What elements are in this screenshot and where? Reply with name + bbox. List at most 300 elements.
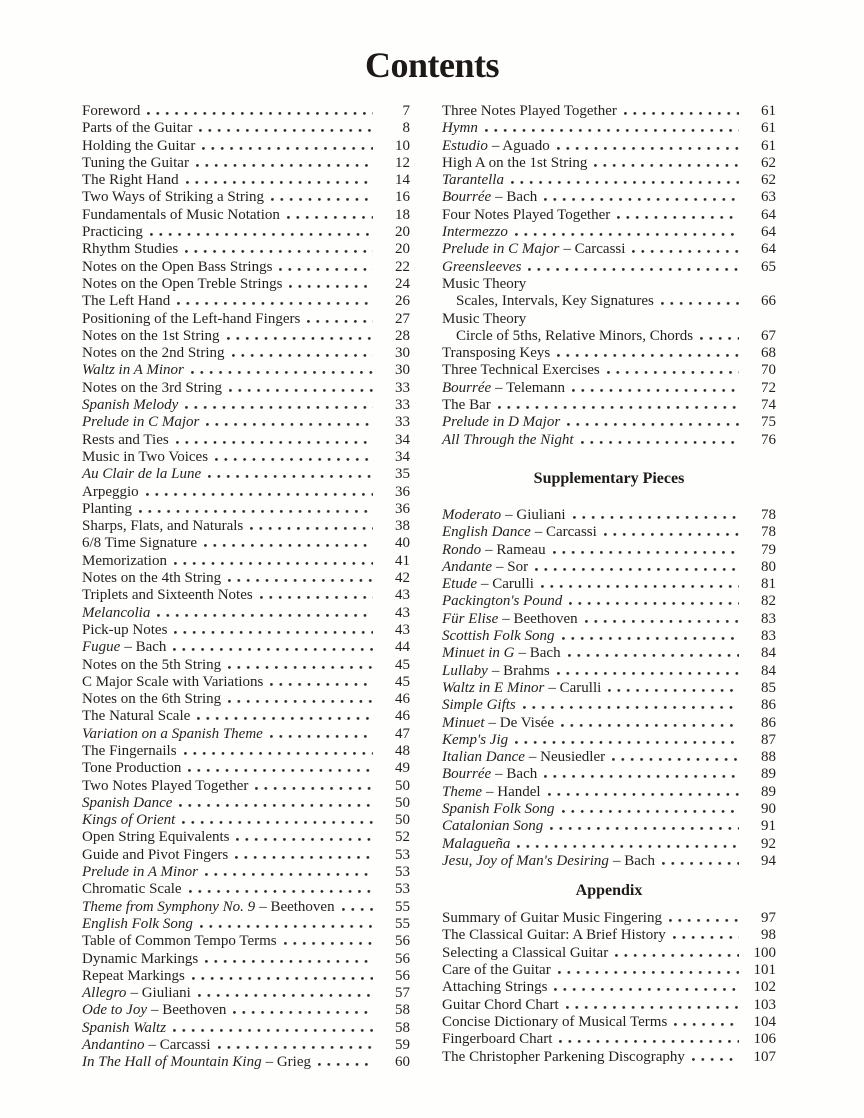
dot-leader [233, 1011, 373, 1014]
page-number: 30 [395, 345, 410, 362]
dot-leader [205, 873, 373, 876]
dot-leader [523, 706, 739, 709]
dot-leader [199, 129, 373, 132]
entry-title: Two Ways of Striking a String [82, 189, 265, 206]
dot-leader [206, 423, 373, 426]
toc-entry [82, 397, 410, 414]
toc-entry [442, 189, 776, 206]
dot-leader [279, 268, 373, 271]
page-number: 80 [761, 558, 776, 575]
dot-leader [558, 971, 739, 974]
entry-title: Simple Gifts [442, 697, 516, 714]
right-column [442, 103, 776, 1066]
toc-entry [442, 962, 776, 979]
page-number: 62 [761, 172, 776, 189]
toc-entry [442, 593, 776, 610]
page-number: 92 [761, 835, 776, 852]
toc-entry [442, 380, 776, 397]
toc-entry [442, 207, 776, 224]
entry-title: C Major Scale with Variations [82, 673, 264, 690]
page-number: 44 [395, 639, 410, 656]
entry-title: Estudio [442, 137, 488, 154]
dot-leader [617, 216, 739, 219]
toc-entry [82, 518, 410, 535]
toc-entry [442, 836, 776, 853]
entry-title: Concise Dictionary of Musical Terms [442, 1013, 668, 1030]
toc-entry [82, 466, 410, 483]
dot-leader [182, 821, 373, 824]
dot-leader [228, 666, 373, 669]
page-number: 78 [761, 524, 776, 541]
toc-entry [442, 801, 776, 818]
section-heading: Supplementary Pieces [533, 469, 685, 487]
page-number: 60 [395, 1054, 410, 1071]
dot-leader [200, 925, 373, 928]
left-column [82, 103, 410, 1072]
entry-composer: – De Visée [488, 714, 554, 731]
entry-title: Fugue [82, 639, 121, 656]
entry-title: The Left Hand [82, 293, 171, 310]
entry-composer: – Bach [495, 189, 538, 206]
dot-leader [307, 320, 373, 323]
entry-title: Foreword [82, 103, 141, 119]
entry-title: Practicing [82, 224, 143, 241]
page-number: 33 [395, 397, 410, 414]
page-number: 65 [761, 258, 776, 275]
toc-entry [82, 605, 410, 622]
page-number: 66 [761, 293, 776, 310]
toc-entry [442, 241, 776, 258]
dot-leader [568, 654, 739, 657]
dot-leader [594, 164, 739, 167]
dot-leader [608, 689, 739, 692]
page-number: 91 [761, 818, 776, 835]
toc-entry [82, 587, 410, 604]
page-number: 35 [395, 466, 410, 483]
toc-entry [442, 414, 776, 431]
toc-entry [82, 864, 410, 881]
page-number: 12 [395, 154, 410, 171]
page-number: 53 [395, 881, 410, 898]
entry-title: English Dance [442, 524, 531, 541]
dot-leader [511, 181, 739, 184]
page-number: 83 [761, 628, 776, 645]
entry-composer: – Bach [612, 852, 656, 869]
page-number: 49 [395, 760, 410, 777]
entry-title: The Right Hand [82, 172, 179, 189]
page-number: 38 [395, 518, 410, 535]
entry-title: Notes on the 6th String [82, 691, 222, 708]
page-number: 78 [761, 506, 776, 523]
page-number: 53 [395, 864, 410, 881]
dot-leader [150, 233, 373, 236]
page-number: 103 [753, 996, 776, 1013]
entry-title: Waltz in A Minor [82, 362, 184, 379]
toc-entry [442, 559, 776, 576]
entry-title: Tone Production [82, 760, 182, 777]
entry-title: Fingerboard Chart [442, 1031, 553, 1048]
toc-entry [82, 449, 410, 466]
dot-leader [550, 827, 739, 830]
page-number: 90 [761, 800, 776, 817]
page-number: 34 [395, 431, 410, 448]
entry-title: Minuet in G [442, 645, 515, 662]
entry-title: Melancolia [82, 604, 151, 621]
page-number: 89 [761, 783, 776, 800]
entry-title: Au Clair de la Lune [82, 466, 202, 483]
page-number: 48 [395, 742, 410, 759]
entry-title: Music Theory [442, 275, 527, 292]
toc-entry [82, 224, 410, 241]
toc-entry [442, 945, 776, 962]
toc-entry [82, 639, 410, 656]
entry-title: Catalonian Song [442, 818, 544, 835]
toc-entry [442, 138, 776, 155]
entry-composer: – Aguado [491, 137, 550, 154]
toc-entry [82, 553, 410, 570]
entry-title: Positioning of the Left-hand Fingers [82, 310, 301, 327]
toc-entry [82, 535, 410, 552]
page-number: 59 [395, 1037, 410, 1054]
page-number: 86 [761, 714, 776, 731]
dot-leader [604, 533, 739, 536]
entry-title: Theme [442, 783, 482, 800]
toc-entry [82, 259, 410, 276]
page-number: 27 [395, 310, 410, 327]
toc-entry [82, 916, 410, 933]
entry-title: Memorization [82, 552, 167, 569]
dot-leader [250, 527, 373, 530]
page-number: 20 [395, 241, 410, 258]
page-number: 64 [761, 241, 776, 258]
toc-entry [442, 611, 776, 628]
page-number: 50 [395, 812, 410, 829]
dot-leader [624, 112, 739, 115]
toc-entry [82, 362, 410, 379]
page-number: 104 [753, 1013, 776, 1030]
entry-title: Intermezzo [442, 224, 508, 241]
page-number: 107 [753, 1048, 776, 1065]
dot-leader [218, 1046, 373, 1049]
entry-composer: – Carcassi [534, 524, 597, 541]
entry-title: Two Notes Played Together [82, 777, 249, 794]
page-number: 82 [761, 593, 776, 610]
toc-entry [442, 1049, 776, 1066]
dot-leader [147, 112, 373, 115]
entry-title: Tarantella [442, 172, 504, 189]
entry-title: Arpeggio [82, 483, 139, 500]
entry-title: Bourrée [442, 189, 492, 206]
page-number: 63 [761, 189, 776, 206]
entry-group-label [442, 311, 776, 328]
dot-leader [562, 637, 740, 640]
dot-leader [515, 741, 739, 744]
entry-title: High A on the 1st String [442, 154, 588, 171]
entry-title: Packington's Pound [442, 593, 563, 610]
toc-entry [82, 380, 410, 397]
page-number: 61 [761, 103, 776, 119]
entry-title: Spanish Folk Song [442, 800, 555, 817]
page-number: 33 [395, 414, 410, 431]
toc-entry [442, 628, 776, 645]
entry-title: Notes on the 5th String [82, 656, 222, 673]
toc-entry [82, 674, 410, 691]
toc-entry [82, 120, 410, 137]
page-number: 70 [761, 362, 776, 379]
dot-leader [661, 302, 739, 305]
entry-title: The Christopher Parkening Discography [442, 1048, 685, 1065]
toc-entry [82, 899, 410, 916]
dot-leader [228, 700, 373, 703]
entry-composer: – Beethoven [150, 1002, 227, 1019]
toc-entry [442, 680, 776, 697]
page-number: 87 [761, 731, 776, 748]
dot-leader [208, 475, 373, 478]
page-number: 102 [753, 979, 776, 996]
page-number: 55 [395, 898, 410, 915]
toc-entry [82, 293, 410, 310]
dot-leader [139, 510, 373, 513]
entry-title: Triplets and Sixteenth Notes [82, 587, 253, 604]
entry-title: Sharps, Flats, and Naturals [82, 518, 244, 535]
page-number: 33 [395, 379, 410, 396]
entry-title: Kings of Orient [82, 812, 176, 829]
page-number: 43 [395, 604, 410, 621]
toc-entry [442, 103, 776, 120]
entry-title: Tuning the Guitar [82, 154, 189, 171]
page-number: 16 [395, 189, 410, 206]
page-number: 41 [395, 552, 410, 569]
dot-leader [157, 614, 373, 617]
page-number: 28 [395, 327, 410, 344]
entry-title: Rhythm Studies [82, 241, 179, 258]
toc-entry [442, 576, 776, 593]
page-number: 45 [395, 656, 410, 673]
dot-leader [197, 717, 373, 720]
entry-title: Guitar Chord Chart [442, 996, 559, 1013]
page-number: 24 [395, 275, 410, 292]
entry-title: The Natural Scale [82, 708, 191, 725]
entry-title: Attaching Strings [442, 979, 548, 996]
toc-entry [82, 501, 410, 518]
toc-entry [82, 276, 410, 293]
dot-leader [271, 198, 373, 201]
entry-title: Fundamentals of Music Notation [82, 206, 280, 223]
dot-leader [192, 977, 373, 980]
page-number: 72 [761, 379, 776, 396]
dot-leader [554, 988, 739, 991]
dot-leader [585, 620, 739, 623]
toc-entry [82, 138, 410, 155]
dot-leader [177, 302, 373, 305]
toc-entry [442, 818, 776, 835]
dot-leader [544, 198, 739, 201]
entry-composer: – Carcassi [148, 1037, 211, 1054]
page-number: 85 [761, 679, 776, 696]
dot-leader [700, 337, 739, 340]
entry-title: Notes on the Open Treble Strings [82, 275, 283, 292]
toc-entry [82, 1002, 410, 1019]
entry-title: Transposing Keys [442, 345, 551, 362]
toc-entry [82, 1020, 410, 1037]
dot-leader [198, 994, 373, 997]
entry-title: Spanish Waltz [82, 1019, 167, 1036]
dot-leader [191, 371, 373, 374]
page-number: 8 [402, 120, 410, 137]
toc-entry [442, 155, 776, 172]
toc-entry [82, 708, 410, 725]
page-title: Contents [364, 45, 499, 85]
dot-leader [318, 1063, 373, 1066]
entry-group-label [442, 276, 776, 293]
entry-title: Bourrée [442, 379, 492, 396]
toc-entry [82, 1037, 410, 1054]
toc-entry [82, 795, 410, 812]
dot-leader [236, 838, 373, 841]
dot-leader [202, 147, 373, 150]
toc-entry [82, 207, 410, 224]
dot-leader [673, 936, 739, 939]
entry-composer: – Giuliani [130, 985, 191, 1002]
entry-title: 6/8 Time Signature [82, 535, 198, 552]
toc-entry [82, 691, 410, 708]
dot-leader [235, 856, 373, 859]
toc-entry [82, 155, 410, 172]
entry-composer: – Carulli [481, 576, 534, 593]
entry-title: Care of the Guitar [442, 962, 551, 979]
entry-title: Greensleeves [442, 258, 522, 275]
entry-title: Notes on the 1st String [82, 327, 220, 344]
entry-title: Parts of the Guitar [82, 120, 193, 137]
dot-leader [270, 735, 373, 738]
toc-entry [82, 743, 410, 760]
toc-entry [442, 1014, 776, 1031]
dot-leader [287, 216, 373, 219]
toc-entry [82, 985, 410, 1002]
dot-leader [229, 389, 373, 392]
dot-leader [572, 389, 739, 392]
toc-entry [442, 766, 776, 783]
entry-title: Scottish Folk Song [442, 628, 555, 645]
toc-entry [442, 172, 776, 189]
toc-entry [442, 997, 776, 1014]
entry-title: Variation on a Spanish Theme [82, 725, 263, 742]
page-number: 57 [395, 985, 410, 1002]
dot-leader [669, 919, 739, 922]
dot-leader [569, 602, 739, 605]
entry-composer: – Rameau [485, 541, 546, 558]
dot-leader [607, 371, 739, 374]
dot-leader [196, 164, 373, 167]
dot-leader [184, 752, 373, 755]
entry-title: Prelude in D Major [442, 414, 561, 431]
entry-title: Notes on the Open Bass Strings [82, 258, 273, 275]
dot-leader [559, 1040, 739, 1043]
entry-title: Notes on the 4th String [82, 570, 222, 587]
entry-title: The Bar [442, 397, 491, 414]
page-number: 43 [395, 621, 410, 638]
entry-title: Allegro [82, 985, 127, 1002]
page-number: 101 [753, 962, 776, 979]
toc-entry [442, 715, 776, 732]
entry-composer: – Giuliani [505, 506, 566, 523]
toc-entry [442, 732, 776, 749]
page-number: 43 [395, 587, 410, 604]
entry-title: Music in Two Voices [82, 448, 209, 465]
entry-title: Moderato [442, 506, 502, 523]
toc-entry [82, 778, 410, 795]
toc-entry [442, 259, 776, 276]
page-number: 56 [395, 950, 410, 967]
toc-entry [442, 507, 776, 524]
entry-composer: – Handel [486, 783, 541, 800]
toc-entry [442, 120, 776, 137]
dot-leader [612, 758, 739, 761]
toc-entry [82, 172, 410, 189]
toc-entry [82, 1054, 410, 1071]
dot-leader [232, 354, 374, 357]
entry-title: Bourrée [442, 766, 492, 783]
dot-leader [548, 793, 739, 796]
entry-title: Spanish Melody [82, 397, 179, 414]
page-number: 56 [395, 933, 410, 950]
toc-entry [442, 524, 776, 541]
entry-title: Italian Dance [442, 749, 525, 766]
page-number: 50 [395, 794, 410, 811]
entry-title: Repeat Markings [82, 967, 185, 984]
page-number: 79 [761, 541, 776, 558]
entry-composer: – Bach [518, 645, 561, 662]
dot-leader [284, 942, 373, 945]
entry-composer: – Sor [496, 558, 529, 575]
entry-title: Summary of Guitar Music Fingering [442, 910, 662, 927]
toc-entry [442, 345, 776, 362]
dot-leader [173, 1029, 373, 1032]
entry-title: Etude [442, 576, 477, 593]
toc-entry [442, 749, 776, 766]
dot-leader [342, 908, 373, 911]
page-number: 58 [395, 1002, 410, 1019]
entry-title: Andante [442, 558, 492, 575]
dot-leader [498, 406, 739, 409]
page-number: 7 [402, 103, 410, 119]
entry-composer: – Bach [124, 639, 167, 656]
entry-title: Spanish Dance [82, 794, 173, 811]
dot-leader [674, 1023, 739, 1026]
entry-title: Table of Common Tempo Terms [82, 933, 277, 950]
dot-leader [174, 562, 373, 565]
entry-title: Planting [82, 500, 133, 517]
entry-title: Malagueña [442, 835, 511, 852]
dot-leader [528, 268, 739, 271]
page-number: 45 [395, 673, 410, 690]
page-number: 61 [761, 120, 776, 137]
page-number: 46 [395, 708, 410, 725]
entry-title: Holding the Guitar [82, 137, 196, 154]
toc-entry [442, 1031, 776, 1048]
toc-entry [442, 979, 776, 996]
dot-leader [185, 406, 373, 409]
page-number: 50 [395, 777, 410, 794]
toc-entry [442, 432, 776, 449]
toc-entry [82, 622, 410, 639]
toc-entry [82, 103, 410, 120]
toc-entry [442, 663, 776, 680]
dot-leader [289, 285, 373, 288]
page-number: 86 [761, 697, 776, 714]
dot-leader [227, 337, 374, 340]
entry-title: Waltz in E Minor [442, 679, 545, 696]
